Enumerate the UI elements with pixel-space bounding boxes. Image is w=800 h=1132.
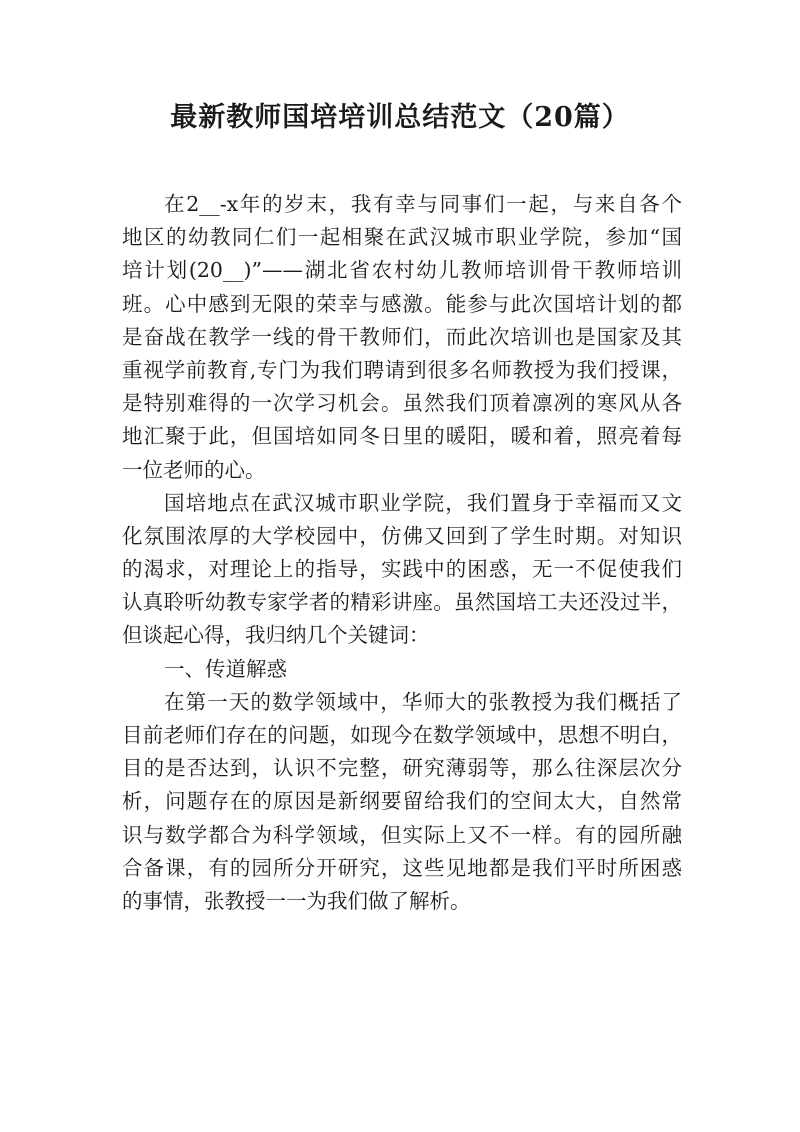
body-text-line: 重视学前教育,专门为我们聘请到很多名师教授为我们授课，	[122, 357, 682, 382]
document-title: 最新教师国培培训总结范文（20篇）	[170, 102, 630, 133]
body-text-line: 是特别难得的一次学习机会。虽然我们顶着凛冽的寒风从各	[122, 391, 682, 416]
body-text-line: 一、传道解惑	[164, 656, 287, 681]
body-text-line: 认真聆听幼教专家学者的精彩讲座。虽然国培工夫还没过半，	[122, 590, 682, 615]
body-text-line: 一位老师的心。	[122, 457, 266, 482]
body-text-line: 化氛围浓厚的大学校园中，仿佛又回到了学生时期。对知识	[122, 523, 682, 548]
body-text-line: 培计划(20__)”——湖北省农村幼儿教师培训骨干教师培训	[122, 258, 682, 283]
body-text-line: 地汇聚于此，但国培如同冬日里的暖阳，暖和着，照亮着每	[122, 424, 682, 449]
body-text-line: 地区的幼教同仁们一起相聚在武汉城市职业学院，参加“国	[122, 225, 682, 250]
body-text-line: 析，问题存在的原因是新纲要留给我们的空间太大，自然常	[122, 789, 682, 814]
document-body	[122, 188, 682, 918]
body-text-line: 国培地点在武汉城市职业学院，我们置身于幸福而又文	[164, 490, 682, 515]
body-text-line: 在第一天的数学领域中，华师大的张教授为我们概括了	[164, 689, 682, 714]
body-text-line: 识与数学都合为科学领域，但实际上又不一样。有的园所融	[122, 822, 682, 847]
body-text-line: 但谈起心得，我归纳几个关键词：	[122, 623, 430, 648]
body-text-line: 目的是否达到，认识不完整，研究薄弱等，那么往深层次分	[122, 756, 682, 781]
body-text-line: 合备课，有的园所分开研究，这些见地都是我们平时所困惑	[122, 855, 682, 880]
body-text-line: 目前老师们存在的问题，如现今在数学领域中，思想不明白，	[122, 723, 682, 747]
body-text-line: 是奋战在教学一线的骨干教师们，而此次培训也是国家及其	[122, 324, 682, 349]
body-text-line: 在2__-x年的岁末，我有幸与同事们一起，与来自各个	[164, 192, 682, 216]
body-text-line: 的事情，张教授一一为我们做了解析。	[122, 888, 471, 913]
body-text-line: 的渴求，对理论上的指导，实践中的困惑，无一不促使我们	[122, 557, 682, 582]
body-text-line: 班。心中感到无限的荣幸与感激。能参与此次国培计划的都	[122, 291, 682, 316]
